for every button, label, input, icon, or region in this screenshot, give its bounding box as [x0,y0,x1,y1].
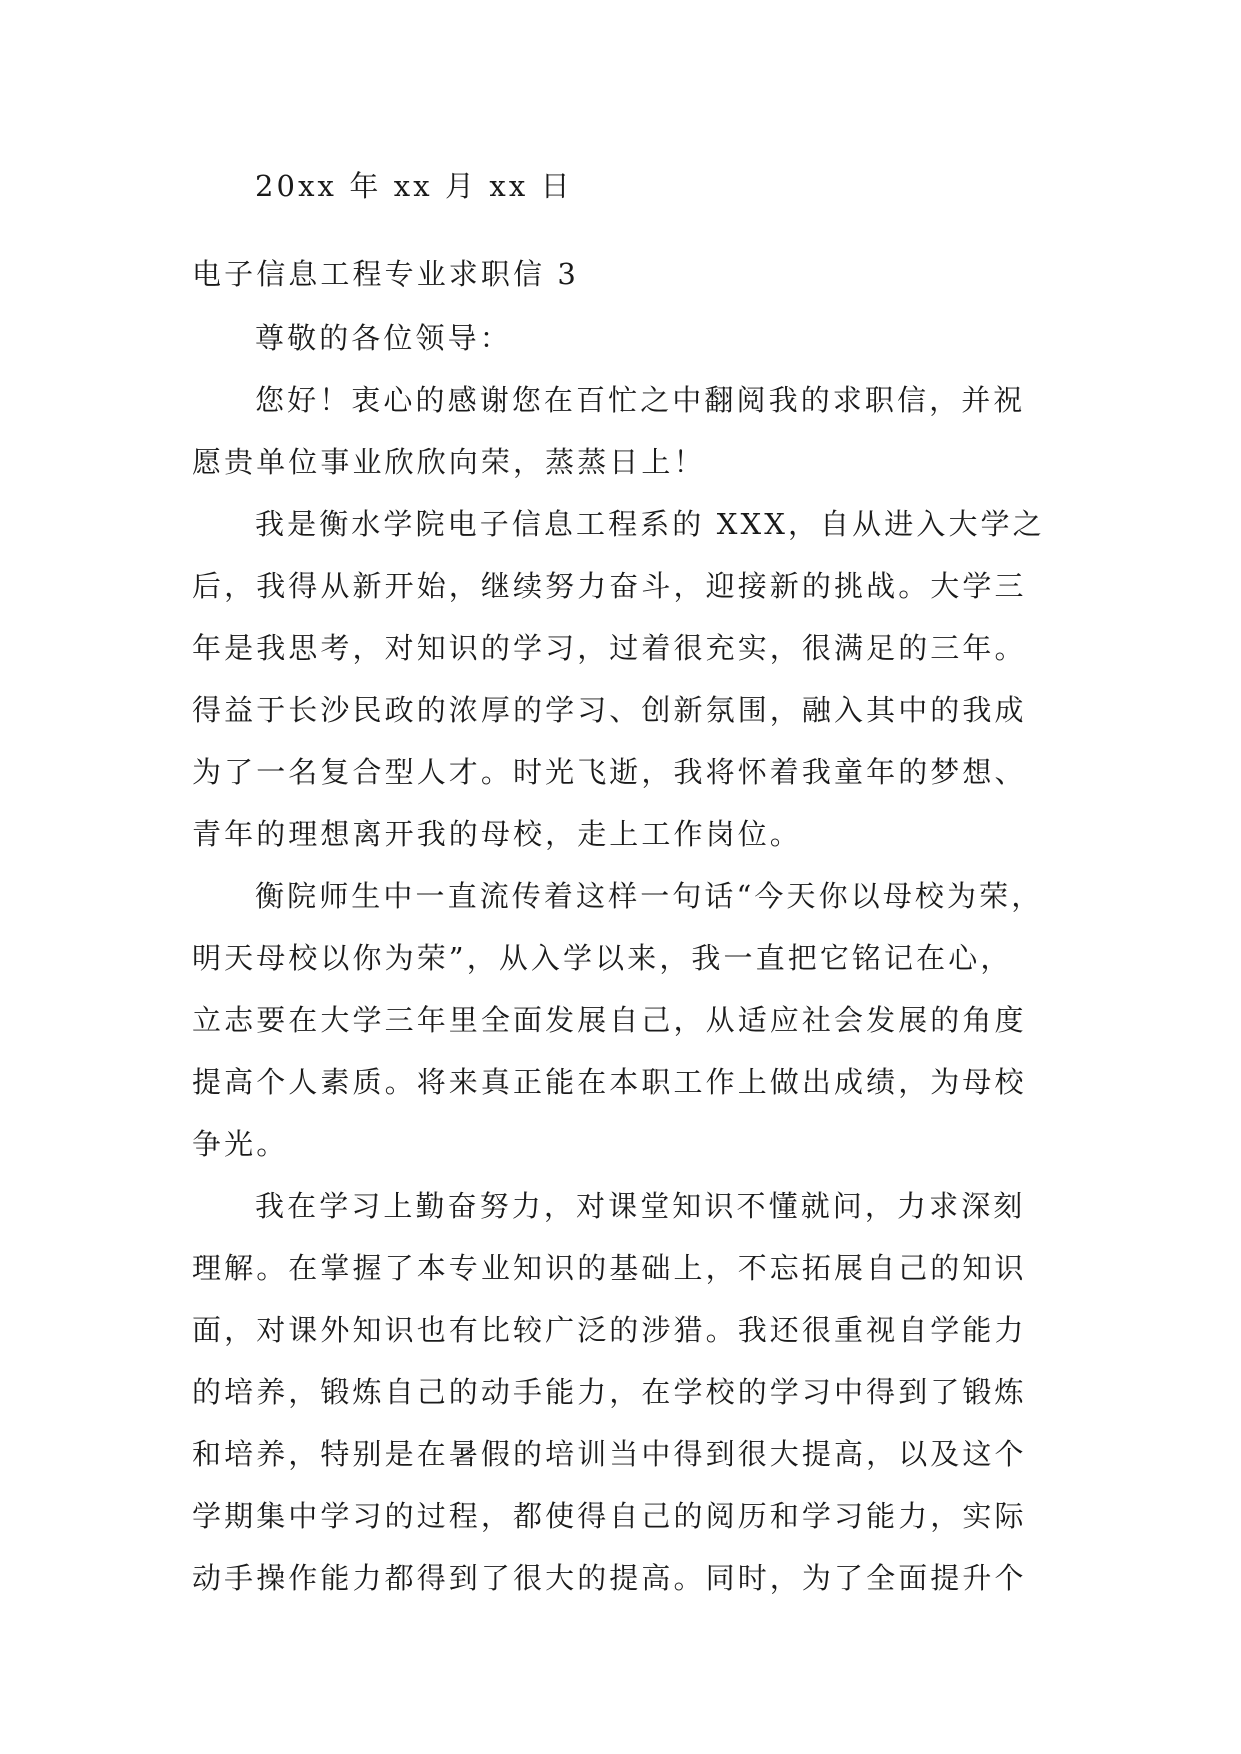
paragraph-3-line-3: 立志要在大学三年里全面发展自己，从适应社会发展的角度 [192,1003,1027,1037]
salutation: 尊敬的各位领导： [255,321,512,355]
date-line: 20xx 年 xx 月 xx 日 [255,169,573,203]
paragraph-3-line-2: 明天母校以你为荣”，从入学以来，我一直把它铭记在心， [192,941,1013,975]
paragraph-2-line-5: 为了一名复合型人才。时光飞逝，我将怀着我童年的梦想、 [192,755,1027,789]
paragraph-4-line-3: 面，对课外知识也有比较广泛的涉猎。我还很重视自学能力 [192,1313,1027,1347]
paragraph-1-line-2: 愿贵单位事业欣欣向荣，蒸蒸日上！ [192,445,706,479]
paragraph-1-line-1: 您好！衷心的感谢您在百忙之中翻阅我的求职信，并祝 [255,383,1026,417]
paragraph-2-line-4: 得益于长沙民政的浓厚的学习、创新氛围，融入其中的我成 [192,693,1027,727]
paragraph-3-line-5: 争光。 [192,1127,289,1161]
paragraph-3-line-1: 衡院师生中一直流传着这样一句话“今天你以母校为荣， [255,879,1044,913]
paragraph-2-line-2: 后，我得从新开始，继续努力奋斗，迎接新的挑战。大学三 [192,569,1027,603]
paragraph-3-line-4: 提高个人素质。将来真正能在本职工作上做出成绩，为母校 [192,1065,1027,1099]
paragraph-4-line-2: 理解。在掌握了本专业知识的基础上，不忘拓展自己的知识 [192,1251,1027,1285]
paragraph-4-line-4: 的培养，锻炼自己的动手能力，在学校的学习中得到了锻炼 [192,1375,1027,1409]
paragraph-4-line-5: 和培养，特别是在暑假的培训当中得到很大提高，以及这个 [192,1437,1027,1471]
paragraph-4-line-1: 我在学习上勤奋努力，对课堂知识不懂就问，力求深刻 [255,1189,1026,1223]
paragraph-2-line-3: 年是我思考，对知识的学习，过着很充实，很满足的三年。 [192,631,1027,665]
paragraph-4-line-6: 学期集中学习的过程，都使得自己的阅历和学习能力，实际 [192,1499,1027,1533]
paragraph-2-line-1: 我是衡水学院电子信息工程系的 XXX，自从进入大学之 [255,507,1045,541]
paragraph-2-line-6: 青年的理想离开我的母校，走上工作岗位。 [192,817,802,851]
letter-title: 电子信息工程专业求职信 3 [192,257,579,291]
paragraph-4-line-7: 动手操作能力都得到了很大的提高。同时，为了全面提升个 [192,1561,1027,1595]
